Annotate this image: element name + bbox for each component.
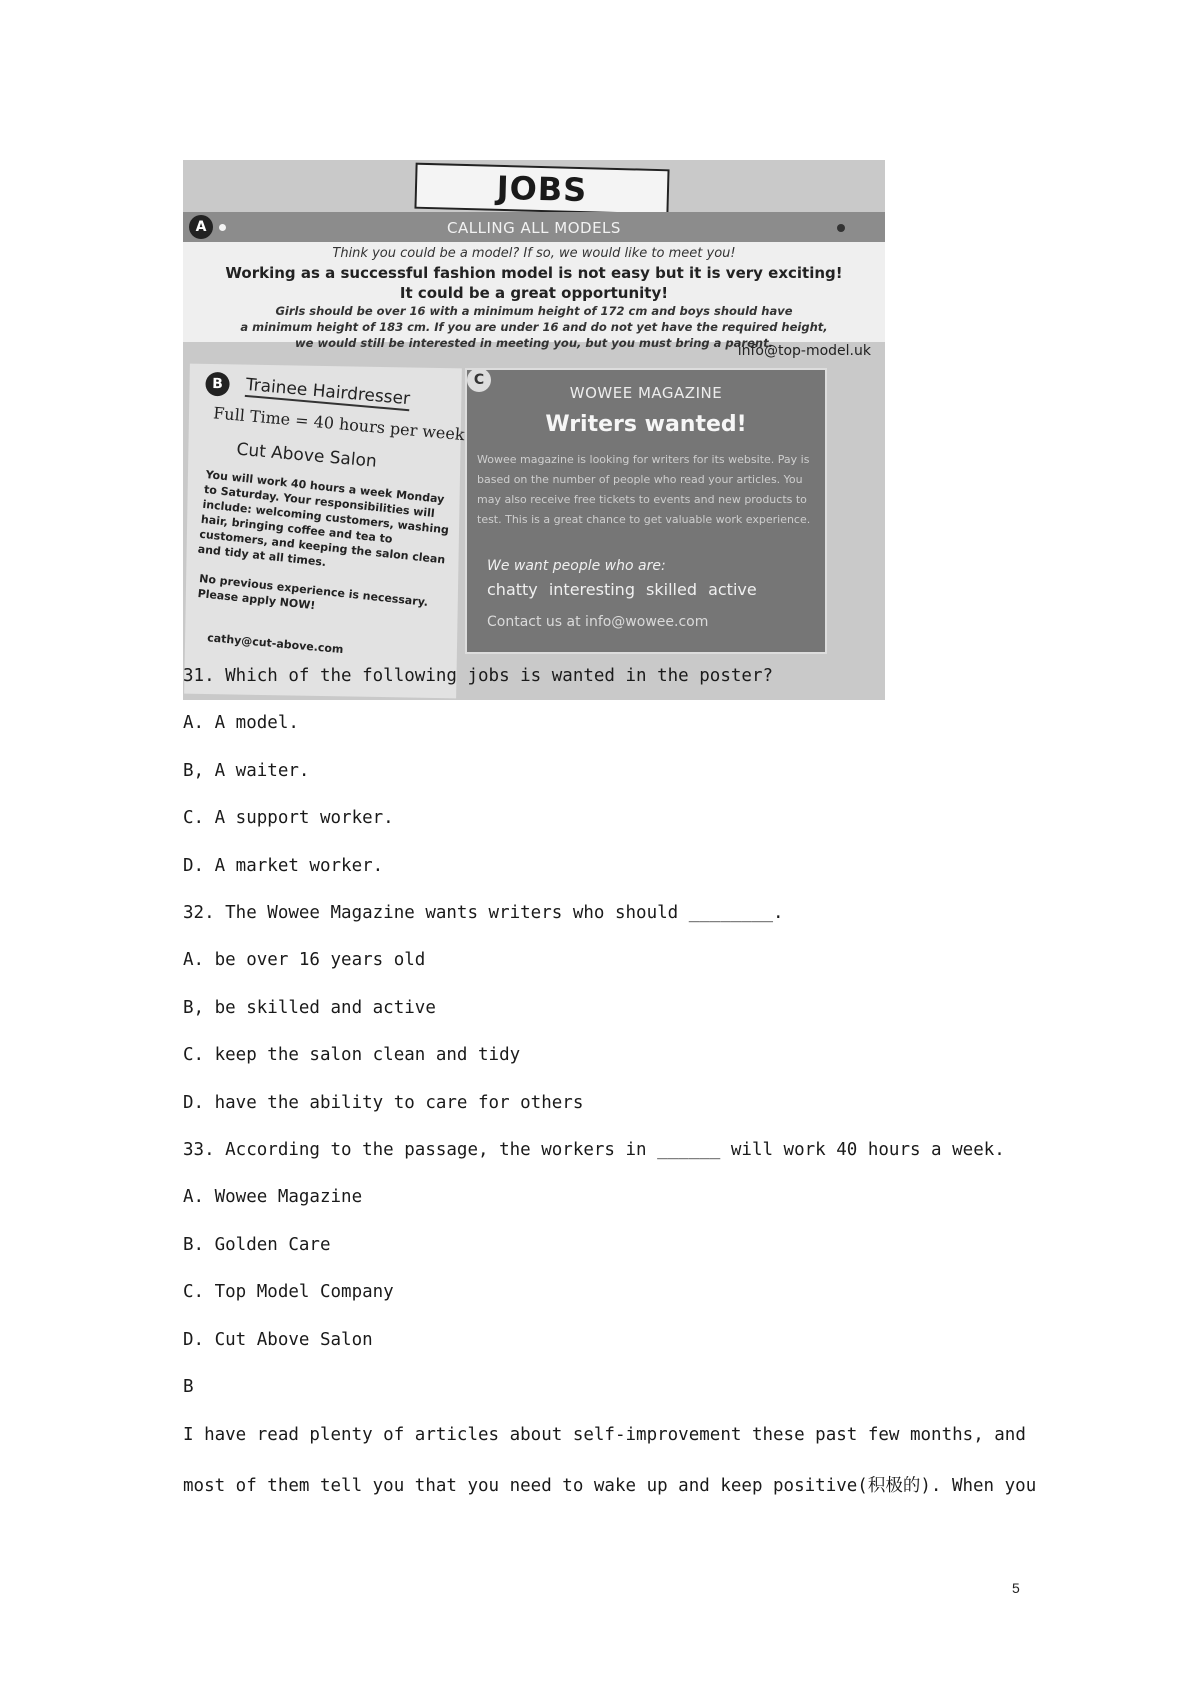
answer-option: B, A waiter. — [183, 761, 310, 781]
panel-a-header-bar — [183, 212, 885, 242]
panel-a-line: It could be a great opportunity! — [399, 284, 669, 302]
question-stem: 33. According to the passage, the workers in ______ will work 40 hours a week. — [183, 1140, 1005, 1160]
answer-option: A. A model. — [183, 713, 299, 733]
panel-a-line: Think you could be a model? If so, we would like to meet you! — [332, 246, 736, 261]
section-label: B — [183, 1377, 194, 1397]
answer-option: A. be over 16 years old — [183, 950, 426, 970]
answer-option: D. A market worker. — [183, 856, 384, 876]
page-number: 5 — [1012, 1580, 1020, 1596]
poster-header: JOBS — [414, 163, 669, 216]
panel-c-title: Writers wanted! — [545, 412, 747, 437]
panel-b-hairdresser-ad — [184, 364, 466, 699]
panel-b-apply: No previous experience is necessary. Please apply NOW! — [197, 572, 429, 613]
panel-a-title: CALLING ALL MODELS — [447, 219, 621, 237]
panel-a-email: info@top-model.uk — [737, 343, 871, 359]
panel-c-magazine-ad — [465, 368, 827, 654]
passage-line: I have read plenty of articles about self-improvement these past few months, and — [183, 1425, 1026, 1445]
panel-c-contact: Contact us at info@wowee.com — [487, 614, 709, 630]
panel-b-email: cathy@cut-above.com — [206, 631, 344, 657]
panel-b-company: Cut Above Salon — [235, 439, 378, 472]
panel-c-want-label: We want people who are: — [487, 558, 666, 574]
panel-a-body — [183, 242, 885, 350]
panel-c-badge: C — [467, 368, 491, 392]
panel-a-line: Working as a successful fashion model is not easy but it is very exciting! — [225, 264, 843, 282]
panel-c-magazine: WOWEE MAGAZINE — [569, 384, 723, 402]
panel-a-line: a minimum height of 183 cm. If you are under 16 and do not yet have the required height, — [240, 320, 828, 334]
panel-c-body: Wowee magazine is looking for writers for its website. Pay is based on the number of people who read your articles. You may also receive free tickets to events and new products to test. This is a great chance to get valuable work experience. — [477, 453, 811, 526]
panel-b-badge: B — [205, 372, 229, 396]
panel-a-badge: A — [189, 215, 213, 239]
panel-a-line: we would still be interested in meeting you, but you must bring a parent. — [295, 336, 773, 350]
answer-option: D. have the ability to care for others — [183, 1093, 584, 1113]
answer-option: C. A support worker. — [183, 808, 394, 828]
panel-c-traits: chatty interesting skilled active — [487, 580, 757, 599]
panel-b-hours: Full Time = 40 hours per week — [212, 403, 466, 445]
jobs-poster — [183, 160, 885, 700]
panel-b-title: Trainee Hairdresser — [244, 374, 411, 410]
question-stem: 32. The Wowee Magazine wants writers who should ________. — [183, 903, 784, 923]
answer-option: B, be skilled and active — [183, 998, 436, 1018]
panel-a-line: Girls should be over 16 with a minimum height of 172 cm and boys should have — [275, 304, 793, 318]
passage-line: most of them tell you that you need to wake up and keep positive(积极的). When you — [183, 1476, 1037, 1496]
panel-b-description: You will work 40 hours a week Monday to Saturday. Your responsibilities will include: welcoming customers, washing hair, bringing coffee and tea to customers, and keeping the salon clean and tidy at all times. — [197, 468, 450, 569]
answer-option: C. keep the salon clean and tidy — [183, 1045, 521, 1065]
bullet-dot-icon — [837, 224, 845, 232]
answer-option: C. Top Model Company — [183, 1282, 394, 1302]
answer-option: B. Golden Care — [183, 1235, 331, 1255]
answer-option: A. Wowee Magazine — [183, 1187, 363, 1207]
question-stem: 31. Which of the following jobs is wanted in the poster? — [183, 666, 774, 686]
answer-option: D. Cut Above Salon — [183, 1330, 373, 1350]
